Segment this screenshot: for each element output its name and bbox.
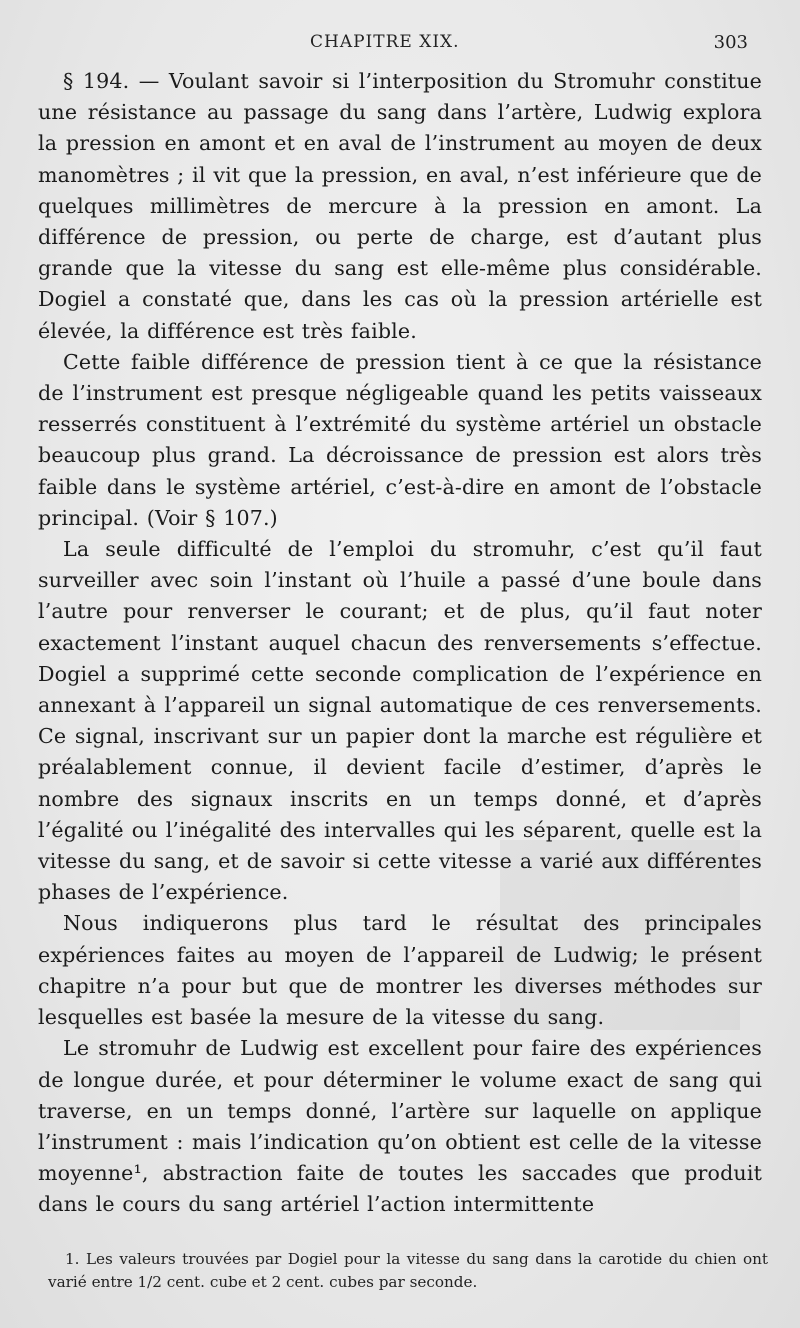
paragraph-later-results: Nous indiquerons plus tard le résultat des principales expériences faites au moyen de l’appareil de Ludwig; le présent chapitre n’a pour but que de montrer les diverses méthodes sur lesquelles est basée la mesure de la vitesse du sang. [38, 911, 762, 1030]
paragraph-stromuhr-difficulty: La seule difficulté de l’emploi du stromuhr, c’est qu’il faut surveiller avec soin l’instant où l’huile a passé d’une boule dans l’autre pour renverser le courant; et de plus, qu’il faut noter exactement l’instant auquel chacun des renversements s’effectue. Dogiel a supprimé cette seconde complication de l’expérience en annexant à l’appareil un signal automatique de ces renversements. Ce signal, inscrivant sur un papier dont la marche est régulière et préalablement connue, il devient facile d’estimer, d’après le nombre des signaux inscrits en un temps donné, et d’après l’égalité ou l’inégalité des intervalles qui les séparent, quelle est la vitesse du sang, et de savoir si cette vitesse a varié aux différentes phases de l’expérience. [38, 537, 762, 905]
paragraph-section-194: § 194. — Voulant savoir si l’interposition du Stromuhr constitue une résistance au passage du sang dans l’artère, Ludwig explora la pression en amont et en aval de l’instrument au moyen de deux manomètres ; il vit que la pression, en aval, n’est inférieure que de quelques millimètres de mercure à la pression en amont. La différence de pression, ou perte de charge, est d’autant plus grande que la vitesse du sang est elle-même plus considérable. Dogiel a constaté que, dans les cas où la pression artérielle est élevée, la différence est très faible. [38, 69, 762, 343]
main-text [38, 66, 762, 1221]
paragraph-pressure-difference: Cette faible différence de pression tient à ce que la résistance de l’instrument est presque négligeable quand les petits vaisseaux resserrés constituent à l’extrémité du système artériel un obstacle beaucoup plus grand. La décroissance de pression est alors très faible dans le système artériel, c’est-à-dire en amont de l’obstacle principal. (Voir § 107.) [38, 349, 762, 530]
running-head: CHAPITRE XIX. [310, 32, 460, 52]
paragraph-stromuhr-ludwig: Le stromuhr de Ludwig est excellent pour faire des expériences de longue durée, et pour déterminer le volume exact de sang qui traverse, en un temps donné, l’artère sur laquelle on applique l’instrument : mais l’indication qu’on obtient est celle de la vitesse moyenne¹, abstraction faite de toutes les saccades que produit dans le cours du sang artériel l’action intermittente [38, 1036, 762, 1217]
footnote: 1. Les valeurs trouvées par Dogiel pour la vitesse du sang dans la carotide du chien ont varié entre 1/2 cent. cube et 2 cent. cubes par seconde. [48, 1250, 768, 1291]
page-number: 303 [713, 32, 748, 53]
page-header [38, 32, 748, 62]
